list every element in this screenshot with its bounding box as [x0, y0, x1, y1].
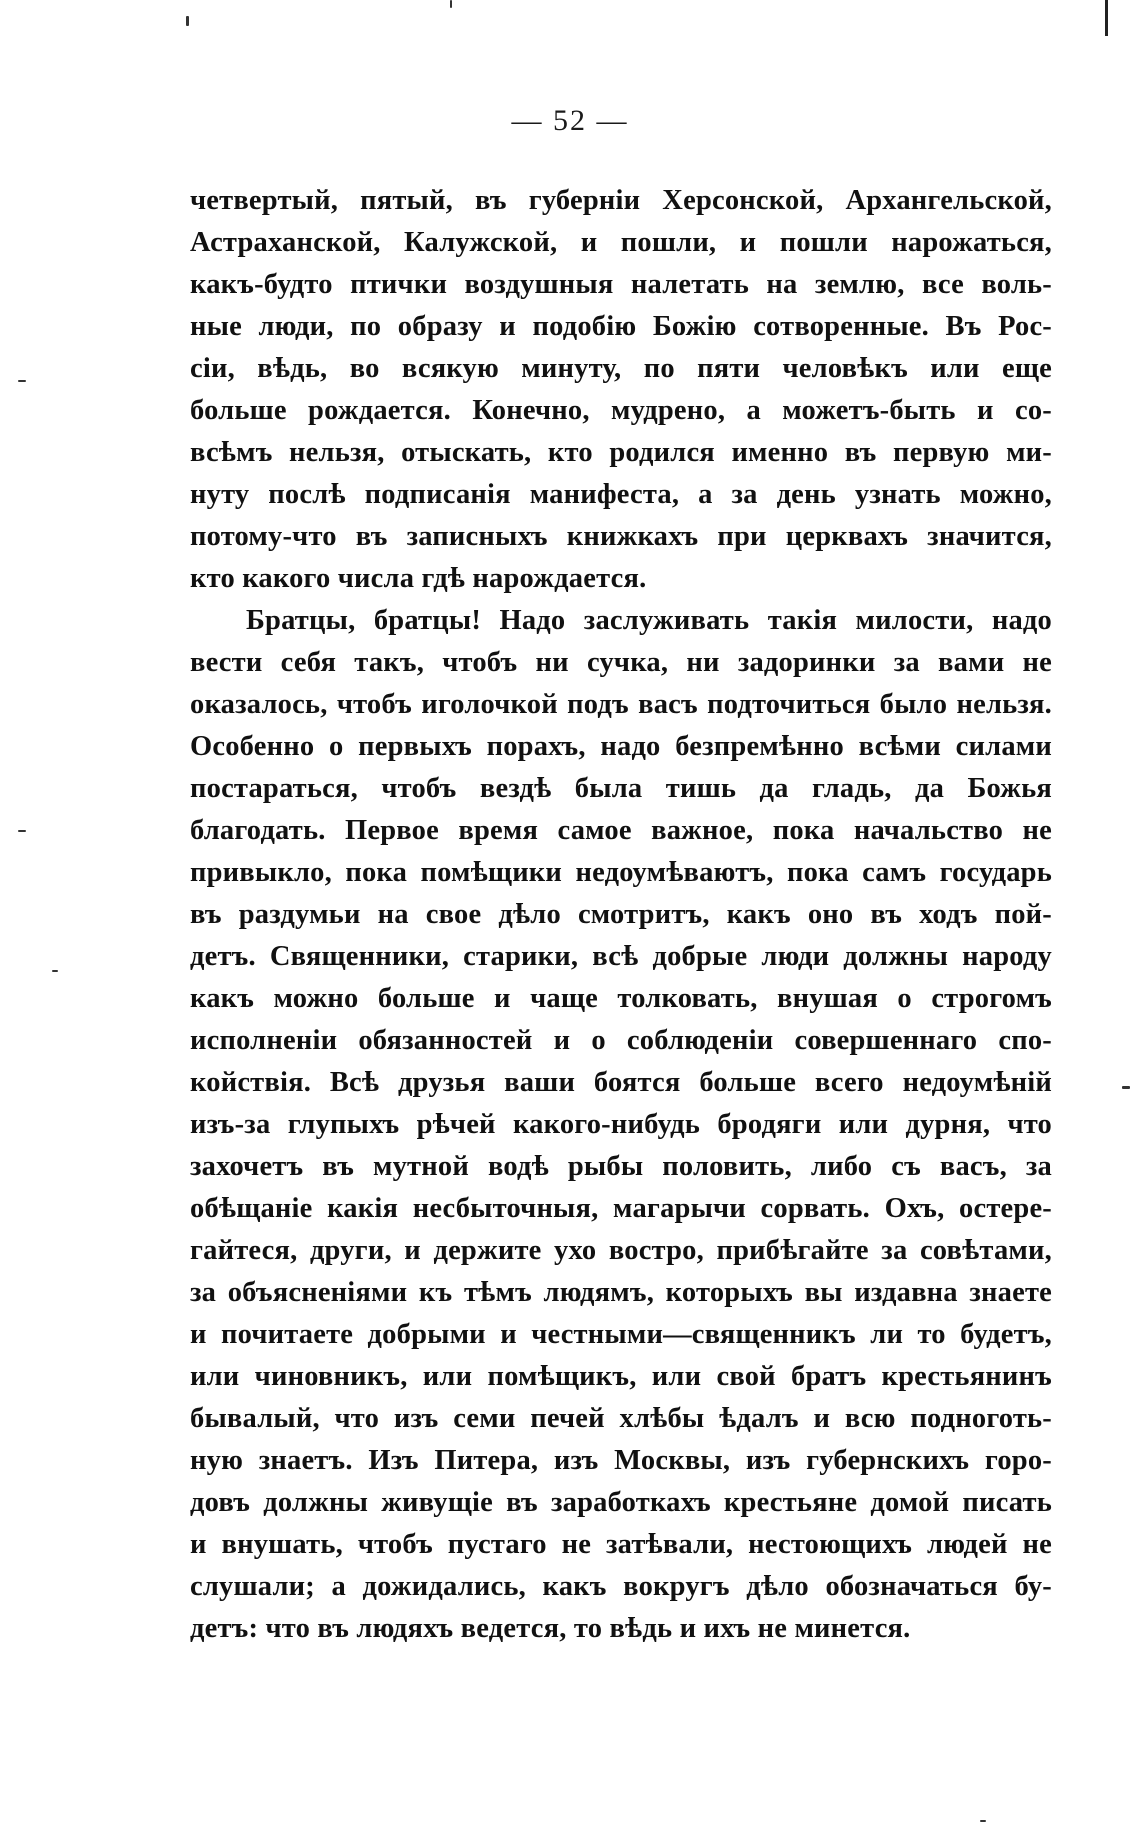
text-line: Астраханской, Калужской, и пошли, и пошли нарожаться, [190, 227, 1052, 258]
text-line: нуту послѣ подписанія манифеста, а за день узнать можно, [190, 479, 1052, 510]
text-line: койствія. Всѣ друзья ваши боятся больше всего недоумѣній [190, 1067, 1052, 1098]
page-number: — 52 — [511, 104, 629, 137]
text-line: въ раздумьи на свое дѣло смотритъ, какъ оно въ ходъ пой- [190, 899, 1052, 930]
text-line: всѣмъ нельзя, отыскать, кто родился именно въ первую ми- [190, 437, 1052, 468]
text-line: больше рождается. Конечно, мудрено, а можетъ-быть и со- [190, 395, 1052, 426]
text-line: детъ: что въ людяхъ ведется, то вѣдь и ихъ не минется. [190, 1613, 911, 1644]
scan-speck [18, 830, 26, 832]
text-line: оказалось, чтобъ иголочкой подъ васъ подточиться было нельзя. [190, 689, 1052, 720]
text-line: гайтеся, други, и держите ухо востро, прибѣгайте за совѣтами, [190, 1235, 1052, 1266]
scan-speck [1122, 1086, 1130, 1089]
text-line: обѣщаніе какія несбыточныя, магарычи сорвать. Охъ, остере- [190, 1193, 1052, 1224]
text-line: Братцы, братцы! Надо заслуживать такія милости, надо [246, 605, 1052, 636]
text-line: довъ должны живущіе въ заработкахъ крестьяне домой писать [190, 1487, 1052, 1518]
text-line: Особенно о первыхъ порахъ, надо безпремѣнно всѣми силами [190, 731, 1052, 762]
scan-speck [18, 380, 26, 382]
paragraph [190, 600, 1052, 1650]
text-line: изъ-за глупыхъ рѣчей какого-нибудь бродяги или дурня, что [190, 1109, 1052, 1140]
scan-speck [980, 1820, 986, 1822]
text-line: четвертый, пятый, въ губерніи Херсонской, Архангельской, [190, 185, 1052, 216]
text-line: какъ можно больше и чаще толковать, внушая о строгомъ [190, 983, 1052, 1014]
text-line: детъ. Священники, старики, всѣ добрые люди должны народу [190, 941, 1052, 972]
scan-speck [52, 970, 58, 972]
text-line: ные люди, по образу и подобію Божію сотворенные. Въ Рос- [190, 311, 1052, 342]
text-line: за объясненіями къ тѣмъ людямъ, которыхъ вы издавна знаете [190, 1277, 1052, 1308]
text-line: захочетъ въ мутной водѣ рыбы половить, либо съ васъ, за [190, 1151, 1052, 1182]
text-line: бывалый, что изъ семи печей хлѣбы ѣдалъ и всю подноготь- [190, 1403, 1052, 1434]
text-line: ную знаетъ. Изъ Питера, изъ Москвы, изъ губернскихъ горо- [190, 1445, 1052, 1476]
text-line: исполненіи обязанностей и о соблюденіи совершеннаго спо- [190, 1025, 1052, 1056]
text-line: и внушать, чтобъ пустаго не затѣвали, нестоющихъ людей не [190, 1529, 1052, 1560]
text-line: вести себя такъ, чтобъ ни сучка, ни задоринки за вами не [190, 647, 1052, 678]
scan-speck [450, 0, 452, 8]
text-line: благодать. Первое время самое важное, пока начальство не [190, 815, 1052, 846]
text-line: сіи, вѣдь, во всякую минуту, по пяти человѣкъ или еще [190, 353, 1052, 384]
text-line: потому-что въ записныхъ книжкахъ при церквахъ значится, [190, 521, 1052, 552]
text-line: и почитаете добрыми и честными—священникъ ли то будетъ, [190, 1319, 1052, 1350]
body-text [190, 180, 1052, 1650]
text-line: какъ-будто птички воздушныя налетать на землю, все воль- [190, 269, 1052, 300]
text-line: постараться, чтобъ вездѣ была тишь да гладь, да Божья [190, 773, 1052, 804]
paragraph [190, 180, 1052, 600]
text-line: кто какого числа гдѣ нарождается. [190, 563, 647, 594]
text-line: привыкло, пока помѣщики недоумѣваютъ, пока самъ государь [190, 857, 1052, 888]
text-line: или чиновникъ, или помѣщикъ, или свой братъ крестьянинъ [190, 1361, 1052, 1392]
text-line: слушали; а дожидались, какъ вокругъ дѣло обозначаться бу- [190, 1571, 1052, 1602]
scan-speck [186, 16, 189, 26]
scan-edge-mark [1105, 0, 1108, 36]
